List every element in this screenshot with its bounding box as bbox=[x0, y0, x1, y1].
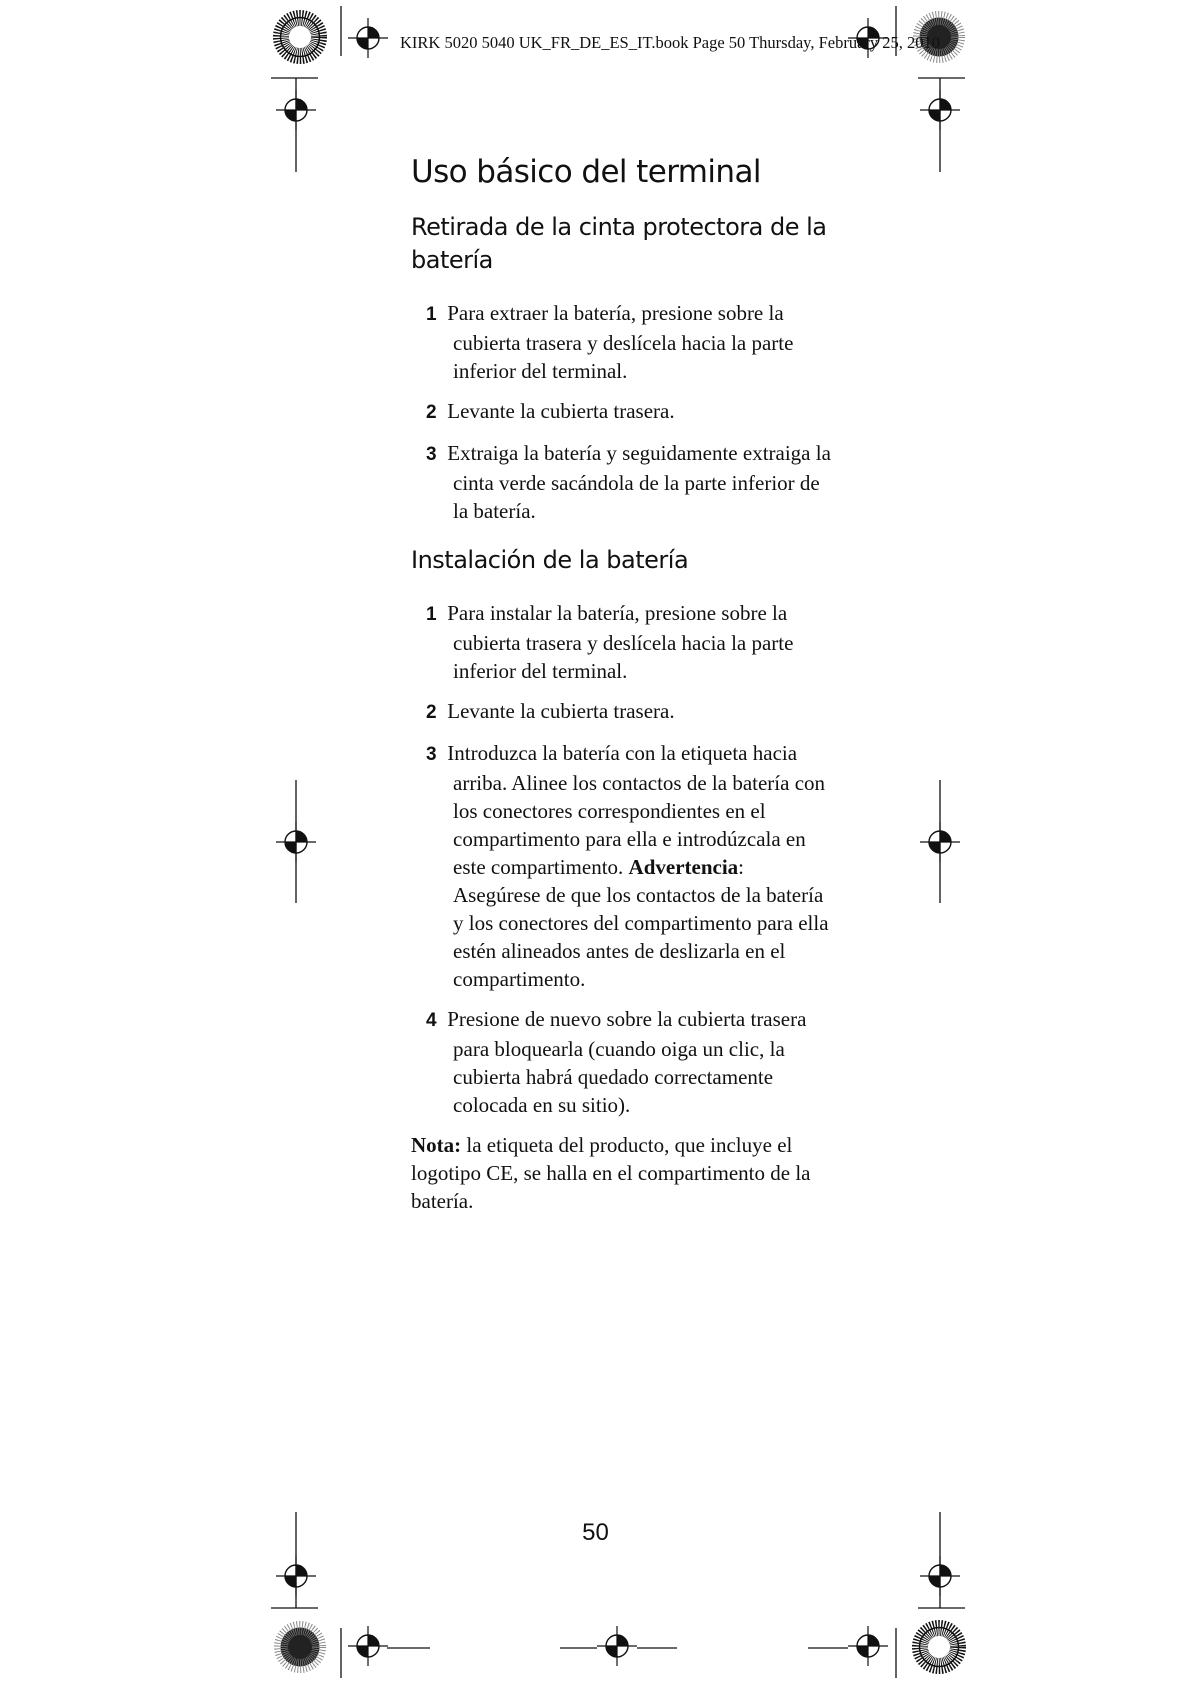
list-item bbox=[411, 439, 831, 525]
step-number: 2 bbox=[426, 402, 437, 423]
step-number: 1 bbox=[426, 604, 437, 625]
warning-text: : Asegúrese de que los contactos de la batería y los conectores del compartimento para ella estén alineados antes de deslizarla en el compartimento. bbox=[453, 855, 829, 991]
step-text: Para instalar la batería, presione sobre la cubierta trasera y deslícela hacia la parte inferior del terminal. bbox=[447, 601, 794, 683]
page-number: 50 bbox=[582, 1519, 609, 1546]
step-number: 3 bbox=[426, 444, 437, 465]
step-text: Levante la cubierta trasera. bbox=[447, 699, 675, 723]
step-number: 4 bbox=[426, 1010, 437, 1031]
list-item bbox=[411, 1005, 831, 1119]
step-text: Presione de nuevo sobre la cubierta trasera para bloquearla (cuando oiga un clic, la cubierta habrá quedado correctamente colocada en su sitio). bbox=[447, 1007, 807, 1117]
step-text: Para extraer la batería, presione sobre la cubierta trasera y deslícela hacia la parte inferior del terminal. bbox=[447, 301, 794, 383]
steps-remove-tape bbox=[411, 299, 831, 525]
note-label: Nota: bbox=[411, 1133, 462, 1157]
page-content bbox=[411, 152, 831, 1215]
steps-install-battery bbox=[411, 599, 831, 1119]
list-item bbox=[411, 299, 831, 385]
list-item bbox=[411, 599, 831, 685]
note-text: la etiqueta del producto, que incluye el logotipo CE, se halla en el compartimento de la batería. bbox=[411, 1133, 811, 1213]
page-title: Uso básico del terminal bbox=[411, 154, 761, 190]
book-slug-header: KIRK 5020 5040 UK_FR_DE_ES_IT.book Page 50 Thursday, February 25, 2010 bbox=[400, 33, 941, 52]
step-text: Introduzca la batería con la etiqueta hacia arriba. Alinee los contactos de la batería con los conectores correspondientes en el compartimento para ella e introdúzcala en este compartimento. bbox=[447, 741, 826, 879]
note-paragraph bbox=[411, 1131, 831, 1215]
list-item bbox=[411, 697, 831, 727]
step-number: 1 bbox=[426, 304, 437, 325]
section-heading-battery-tape: Retirada de la cinta protectora de la batería bbox=[411, 213, 827, 274]
step-text: Levante la cubierta trasera. bbox=[447, 399, 675, 423]
warning-label: Advertencia bbox=[628, 855, 739, 879]
list-item bbox=[411, 739, 831, 993]
section-heading-battery-install: Instalación de la batería bbox=[411, 546, 689, 574]
step-number: 3 bbox=[426, 744, 437, 765]
step-text: Extraiga la batería y seguidamente extraiga la cinta verde sacándola de la parte inferior de la batería. bbox=[447, 441, 831, 523]
step-number: 2 bbox=[426, 702, 437, 723]
list-item bbox=[411, 397, 831, 427]
